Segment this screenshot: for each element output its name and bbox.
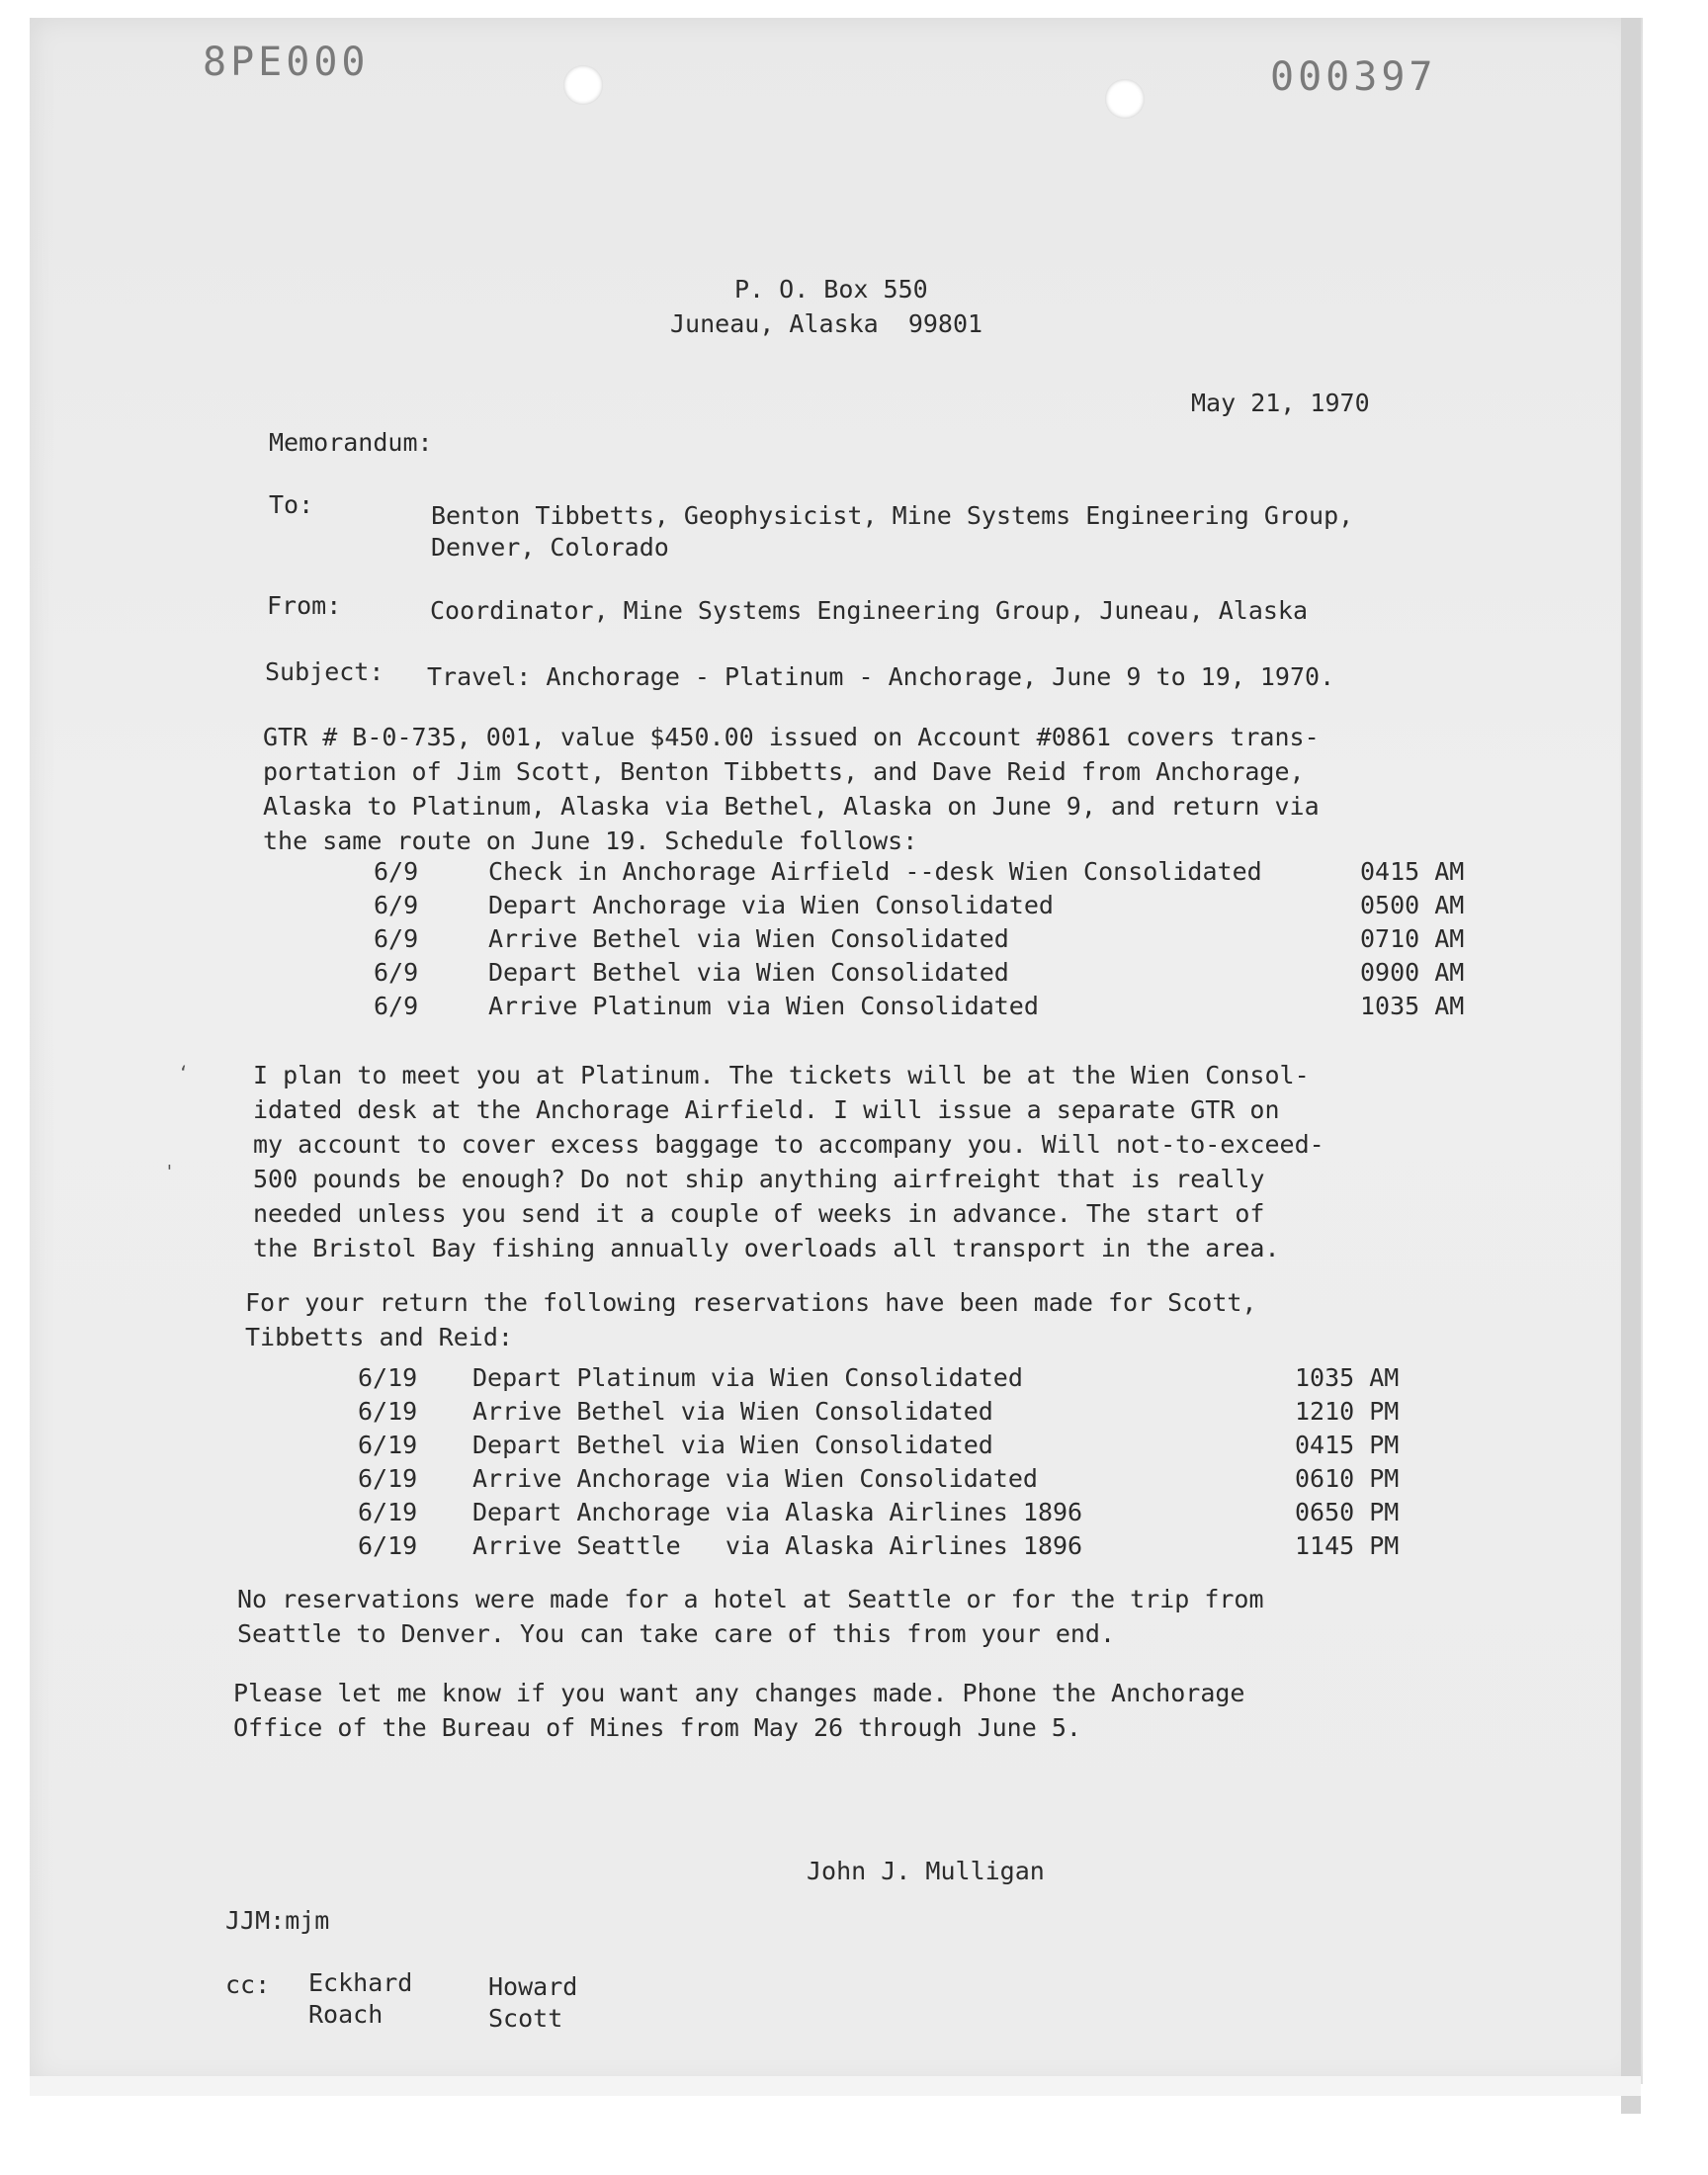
- paragraph-line: the Bristol Bay fishing annually overloads all transport in the area.: [253, 1234, 1280, 1262]
- schedule-date: 6/19: [358, 1531, 418, 1560]
- schedule-time: 0415 AM: [1360, 857, 1465, 886]
- paragraph-hotel: [237, 1582, 1502, 1651]
- paragraph-gtr: [263, 720, 1528, 858]
- paragraph-line: For your return the following reservations have been made for Scott,: [245, 1288, 1257, 1317]
- to-line-1: Benton Tibbetts, Geophysicist, Mine Systems Engineering Group,: [431, 501, 1354, 530]
- schedule-date: 6/9: [374, 924, 419, 953]
- page-edge-shadow: [1621, 18, 1641, 2114]
- to-line-2: Denver, Colorado: [431, 533, 669, 562]
- punch-hole-left: [563, 65, 603, 105]
- schedule-time: 1035 AM: [1295, 1363, 1400, 1392]
- punch-hole-right: [1105, 79, 1145, 119]
- margin-mark: ‘: [178, 1063, 189, 1084]
- paragraph-line: my account to cover excess baggage to accompany you. Will not-to-exceed-: [253, 1130, 1324, 1159]
- schedule-time: 0650 PM: [1295, 1498, 1400, 1526]
- schedule-date: 6/19: [358, 1464, 418, 1493]
- paragraph-line: portation of Jim Scott, Benton Tibbetts, and Dave Reid from Anchorage,: [263, 757, 1305, 786]
- subject-label: Subject:: [265, 657, 384, 686]
- paragraph-line: needed unless you send it a couple of weeks in advance. The start of: [253, 1199, 1265, 1228]
- schedule-description: Arrive Platinum via Wien Consolidated: [488, 992, 1039, 1020]
- schedule-description: Arrive Bethel via Wien Consolidated: [472, 1397, 993, 1426]
- memorandum-label: Memorandum:: [269, 428, 433, 457]
- typist-initials: JJM:mjm: [225, 1906, 330, 1935]
- cc-name: Roach: [308, 2000, 384, 2029]
- paragraph-line: I plan to meet you at Platinum. The tickets will be at the Wien Consol-: [253, 1061, 1310, 1089]
- schedule-time: 0710 AM: [1360, 924, 1465, 953]
- paragraph-line: Alaska to Platinum, Alaska via Bethel, Alaska on June 9, and return via: [263, 792, 1320, 821]
- schedule-date: 6/9: [374, 857, 419, 886]
- schedule-description: Arrive Seattle via Alaska Airlines 1896: [472, 1531, 1083, 1560]
- paragraph-line: the same route on June 19. Schedule follows:: [263, 826, 918, 855]
- schedule-time: 1035 AM: [1360, 992, 1465, 1020]
- margin-mark: ': [164, 1162, 175, 1182]
- schedule-date: 6/19: [358, 1363, 418, 1392]
- cc-name: Scott: [488, 2004, 563, 2033]
- schedule-date: 6/9: [374, 891, 419, 919]
- stamp-right: 000397: [1270, 54, 1437, 100]
- schedule-date: 6/19: [358, 1498, 418, 1526]
- paragraph-line: Office of the Bureau of Mines from May 26 through June 5.: [233, 1713, 1081, 1742]
- schedule-time: 1210 PM: [1295, 1397, 1400, 1426]
- to-label: To:: [269, 490, 314, 519]
- from-label: From:: [267, 591, 342, 620]
- schedule-date: 6/9: [374, 992, 419, 1020]
- schedule-time: 0500 AM: [1360, 891, 1465, 919]
- schedule-description: Depart Anchorage via Alaska Airlines 1896: [472, 1498, 1083, 1526]
- schedule-time: 0900 AM: [1360, 958, 1465, 987]
- subject-value: Travel: Anchorage - Platinum - Anchorage, June 9 to 19, 1970.: [427, 662, 1335, 691]
- paragraph-tickets: [253, 1058, 1518, 1265]
- schedule-time: 0415 PM: [1295, 1431, 1400, 1459]
- paragraph-line: 500 pounds be enough? Do not ship anything airfreight that is really: [253, 1165, 1265, 1193]
- schedule-description: Depart Bethel via Wien Consolidated: [488, 958, 1009, 987]
- schedule-time: 1145 PM: [1295, 1531, 1400, 1560]
- paragraph-line: idated desk at the Anchorage Airfield. I will issue a separate GTR on: [253, 1095, 1280, 1124]
- schedule-description: Depart Bethel via Wien Consolidated: [472, 1431, 993, 1459]
- signature-name: John J. Mulligan: [807, 1857, 1045, 1885]
- schedule-description: Arrive Anchorage via Wien Consolidated: [472, 1464, 1038, 1493]
- schedule-description: Depart Platinum via Wien Consolidated: [472, 1363, 1023, 1392]
- schedule-date: 6/9: [374, 958, 419, 987]
- schedule-description: Arrive Bethel via Wien Consolidated: [488, 924, 1009, 953]
- paragraph-return: [245, 1285, 1510, 1354]
- schedule-date: 6/19: [358, 1397, 418, 1426]
- paragraph-line: GTR # B-0-735, 001, value $450.00 issued on Account #0861 covers trans-: [263, 723, 1320, 751]
- schedule-date: 6/19: [358, 1431, 418, 1459]
- paragraph-changes: [233, 1676, 1498, 1745]
- paragraph-line: Tibbetts and Reid:: [245, 1323, 513, 1351]
- schedule-time: 0610 PM: [1295, 1464, 1400, 1493]
- schedule-description: Depart Anchorage via Wien Consolidated: [488, 891, 1054, 919]
- from-value: Coordinator, Mine Systems Engineering Group, Juneau, Alaska: [430, 596, 1309, 625]
- memo-date: May 21, 1970: [1191, 389, 1370, 417]
- cc-label: cc:: [225, 1970, 271, 1999]
- paragraph-line: Please let me know if you want any changes made. Phone the Anchorage: [233, 1679, 1245, 1707]
- paragraph-line: Seattle to Denver. You can take care of this from your end.: [237, 1619, 1116, 1648]
- schedule-description: Check in Anchorage Airfield --desk Wien Consolidated: [488, 857, 1262, 886]
- paragraph-line: No reservations were made for a hotel at Seattle or for the trip from: [237, 1585, 1264, 1613]
- stamp-left: 8PE000: [203, 40, 370, 85]
- cc-name: Howard: [488, 1972, 578, 2001]
- address-line-1: P. O. Box 550: [734, 275, 928, 304]
- page-bottom-edge: [30, 2076, 1641, 2096]
- cc-name: Eckhard: [308, 1968, 413, 1997]
- address-line-2: Juneau, Alaska 99801: [670, 309, 983, 338]
